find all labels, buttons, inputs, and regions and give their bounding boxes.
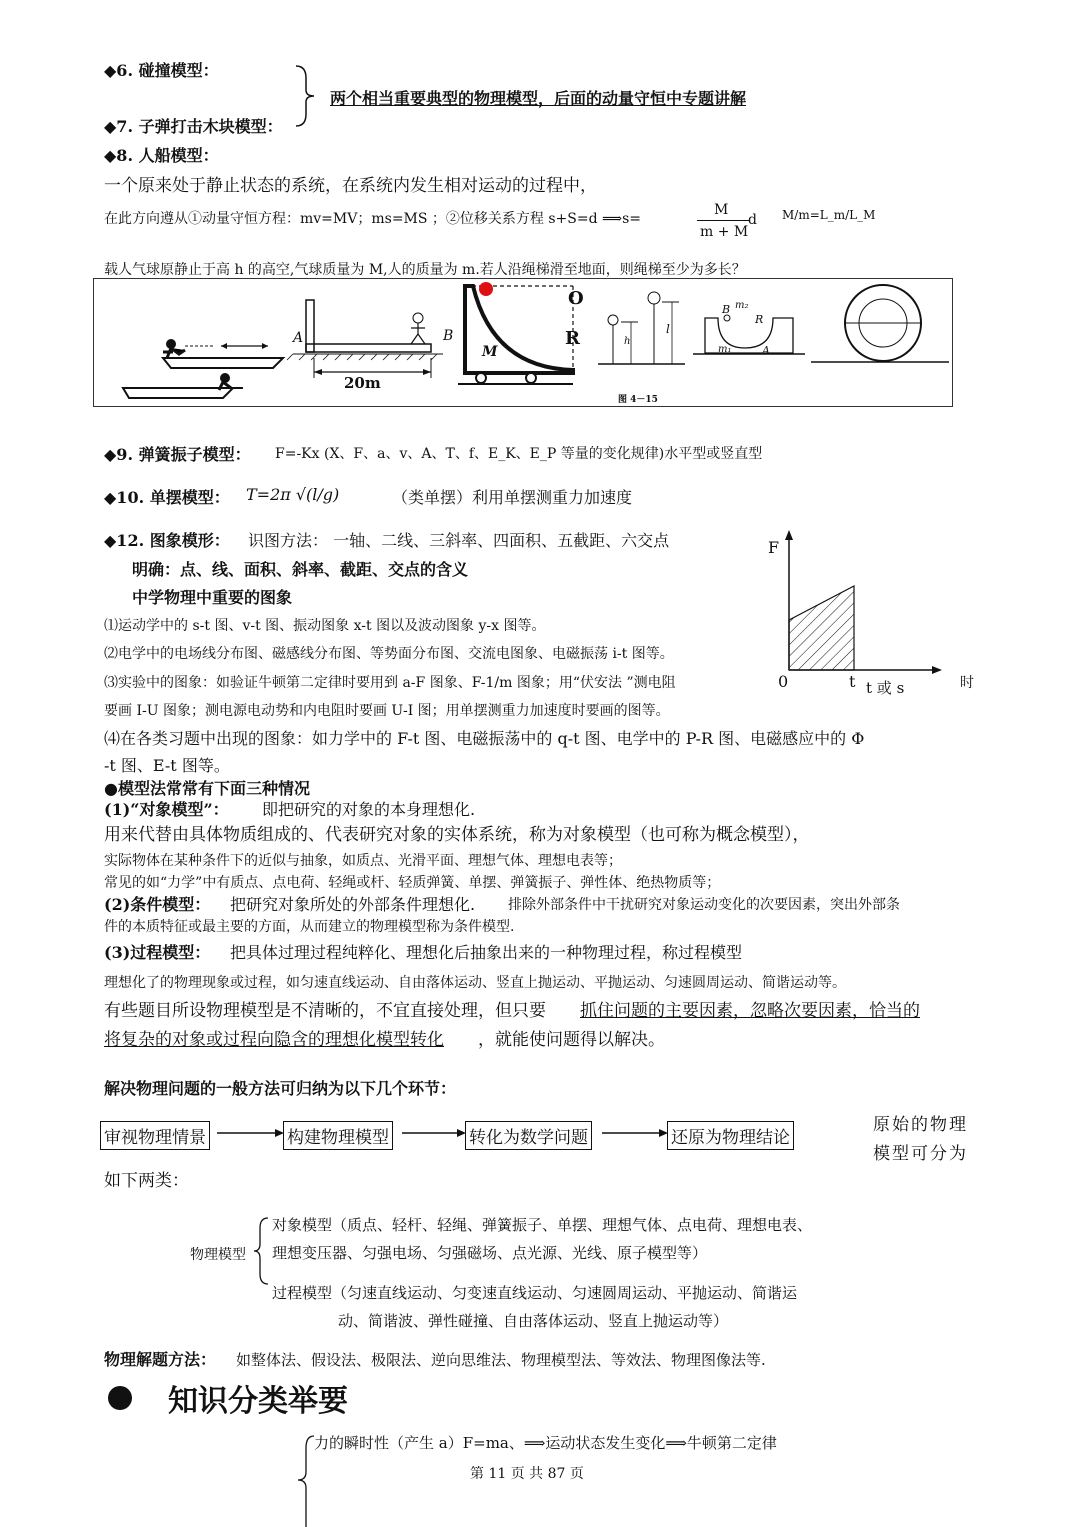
step-1: 审视物理情景 <box>100 1121 210 1150</box>
classification-brace <box>252 1216 272 1286</box>
page-number: 第 11 页 共 87 页 <box>470 1466 584 1482</box>
sec12-item1: ⑴运动学中的 s-t 图、v-t 图、振动图象 x-t 图以及波动图象 y-x 图等。 <box>104 618 546 634</box>
sec12-method: 识图方法： 一轴、二线、三斜率、四面积、五截距、六交点 <box>248 531 670 550</box>
sec12-item3c: 要画 I-U 图象；测电源电动势和内电阻时要画 U-I 图；用单摆测重力加速度时要画的图等。 <box>104 703 670 719</box>
methods-text: 如整体法、假设法、极限法、逆向思维法、物理模型法、等效法、物理图像法等. <box>236 1351 766 1369</box>
balloon-question: 载人气球原静止于高 h 的高空,气球质量为 M,人的质量为 m.若人沿绳梯滑至地面，则绳梯至少为多长？ <box>104 262 746 278</box>
sec10-heading: ◆10. 单摆模型： <box>104 488 230 507</box>
m2-line2: 件的本质特征或最主要的方面，从而建立的物理模型称为条件模型. <box>104 919 515 935</box>
step-4: 还原为物理结论 <box>667 1121 794 1150</box>
steps-title: 解决物理问题的一般方法可归纳为以下几个环节： <box>104 1079 457 1098</box>
fig-label-M: M <box>482 344 498 360</box>
fig-label-A: A <box>293 330 304 346</box>
m3-line2: 理想化了的物理现象或过程，如匀速直线运动、自由落体运动、竖直上抛运动、平抛运动、匀速圆周运动、简谐运动等。 <box>104 975 846 991</box>
fig-label-R2: R <box>755 313 764 326</box>
step-3: 转化为数学问题 <box>465 1121 592 1150</box>
mass-ratio: M/m=L_m/L_M <box>782 208 876 222</box>
sec10-text: （类单摆）利用单摆测重力加速度 <box>392 488 633 507</box>
sec8-heading: ◆8. 人船模型： <box>104 146 219 165</box>
side-text-2: 模型可分为 <box>873 1144 968 1164</box>
m3-text: 把具体过理过程纯粹化、理想化后抽象出来的一种物理过程，称过程模型 <box>230 943 743 962</box>
m1-line4: 常见的如“力学”中有质点、点电荷、轻绳或杆、轻质弹簧、单摆、弹簧振子、弹性体、绝热物质等； <box>104 875 721 891</box>
m1-heading-rest: 即把研究的对象的本身理想化. <box>262 800 476 819</box>
fig-label-h: h <box>624 336 631 347</box>
sec12-item3a: ⑶实验中的图象：如验证牛顿第二定律时要用到 a-F 图象、F-1/m 图象；用“伏安法 ”测电阻 <box>104 675 676 691</box>
sec12-line3: 中学物理中重要的图象 <box>132 588 293 607</box>
bullet-icon <box>108 1386 132 1410</box>
sec12-item2: ⑵电学中的电场线分布图、磁感线分布图、等势面分布图、交流电图象、电磁振荡 i-t 图等。 <box>104 646 674 662</box>
sec12-heading: ◆12. 图象模形： <box>104 531 230 550</box>
m3-heading: (3)过程模型： <box>104 943 211 962</box>
process-model-line2: 动、简谐波、弹性碰撞、自由落体运动、竖直上抛运动等） <box>338 1312 729 1330</box>
side-text-1: 原始的物理 <box>873 1115 968 1135</box>
side-text-3: 如下两类： <box>104 1171 189 1191</box>
sec6-heading: ◆6. 碰撞模型： <box>104 61 219 80</box>
sec9-heading: ◆9. 弹簧振子模型： <box>104 445 251 464</box>
models-title: ●模型法常常有下面三种情况 <box>104 779 310 798</box>
section-title: 知识分类举要 <box>168 1384 348 1419</box>
sec12-line2: 明确：点、线、面积、斜率、截距、交点的含义 <box>132 560 469 579</box>
fig-label-B: B <box>443 328 454 344</box>
bottom-brace <box>296 1434 316 1527</box>
fig-label-l: l <box>666 322 670 336</box>
fraction-denominator: m + M <box>700 224 749 240</box>
m2-text2: 排除外部条件中干扰研究对象运动变化的次要因素，突出外部条 <box>508 897 900 913</box>
graph-axis-t: t 或 s <box>866 679 905 697</box>
pendulum-formula: T=2π √(l/g) <box>246 485 340 504</box>
fig-label-20m: 20m <box>344 374 381 392</box>
fig-label-m2: m₂ <box>735 300 749 311</box>
m1-heading: (1)“对象模型”： <box>104 800 229 819</box>
process-model-line1: 过程模型（匀速直线运动、匀变速直线运动、匀速圆周运动、平抛运动、简谐运 <box>272 1284 798 1302</box>
summary-line1b: 抓住问题的主要因素，忽略次要因素，恰当的 <box>580 1001 920 1021</box>
object-model-line1: 对象模型（质点、轻杆、轻绳、弹簧振子、单摆、理想气体、点电荷、理想电表、 <box>272 1216 813 1234</box>
fig-label-m1: m₁ <box>718 344 732 355</box>
fig-label-B2: B <box>722 303 731 316</box>
fig-label-R: R <box>565 328 580 349</box>
step-2: 构建物理模型 <box>283 1121 393 1150</box>
summary-line2a: 将复杂的对象或过程向隐含的理想化模型转化 <box>104 1030 444 1050</box>
summary-line1a: 有些题目所设物理模型是不清晰的，不宜直接处理，但只要 <box>104 1001 546 1021</box>
m2-text: 把研究对象所处的外部条件理想化. <box>230 895 476 914</box>
force-instantaneity-line: 力的瞬时性（产生 a）F=ma、⟹运动状态发生变化⟹牛顿第二定律 <box>314 1434 777 1452</box>
brace-note: 两个相当重要典型的物理模型，后面的动量守恒中专题讲解 <box>330 89 747 108</box>
graph-origin: 0 <box>778 672 789 691</box>
fraction-numerator: M <box>714 202 729 218</box>
sec8-line1: 一个原来处于静止状态的系统，在系统内发生相对运动的过程中， <box>104 176 597 196</box>
graph-axis-F: F <box>768 538 780 557</box>
fraction-d: d <box>748 212 757 228</box>
m1-line2: 用来代替由具体物质组成的、代表研究对象的实体系统，称为对象模型（也可称为概念模型）， <box>104 825 810 845</box>
sec12-item4b: -t 图、E-t 图等。 <box>104 756 230 775</box>
sec8-line2: 在此方向遵从①动量守恒方程：mv=MV；ms=MS ；②位移关系方程 s+S=d ⟹s= <box>104 211 642 227</box>
sec12-item4a: ⑷在各类习题中出现的图象：如力学中的 F-t 图、电磁振荡中的 q-t 图、电学中的 P-R 图、电磁感应中的 Φ <box>104 729 865 748</box>
m2-heading: (2)条件模型： <box>104 895 211 914</box>
m1-line3: 实际物体在某种条件下的近似与抽象，如质点、光滑平面、理想气体、理想电表等； <box>104 853 622 869</box>
sec7-heading: ◆7. 子弹打击木块模型： <box>104 117 283 136</box>
object-model-line2: 理想变压器、匀强电场、匀强磁场、点光源、光线、原子模型等） <box>272 1244 708 1262</box>
graph-tick-t: t <box>849 672 856 691</box>
summary-line2b: ，就能使问题得以解决。 <box>478 1030 665 1050</box>
methods-heading: 物理解题方法： <box>104 1350 217 1369</box>
classification-label: 物理模型 <box>190 1247 246 1263</box>
sec9-text: F=-Kx (X、F、a、v、A、T、f、E_K、E_P 等量的变化规律)水平型或竖直型 <box>275 446 763 462</box>
figure-caption: 图 4－15 <box>618 395 658 405</box>
fig-label-O: O <box>568 288 584 309</box>
fig-label-A2: A <box>762 344 770 357</box>
sec12-item3b: 时 <box>960 675 974 691</box>
